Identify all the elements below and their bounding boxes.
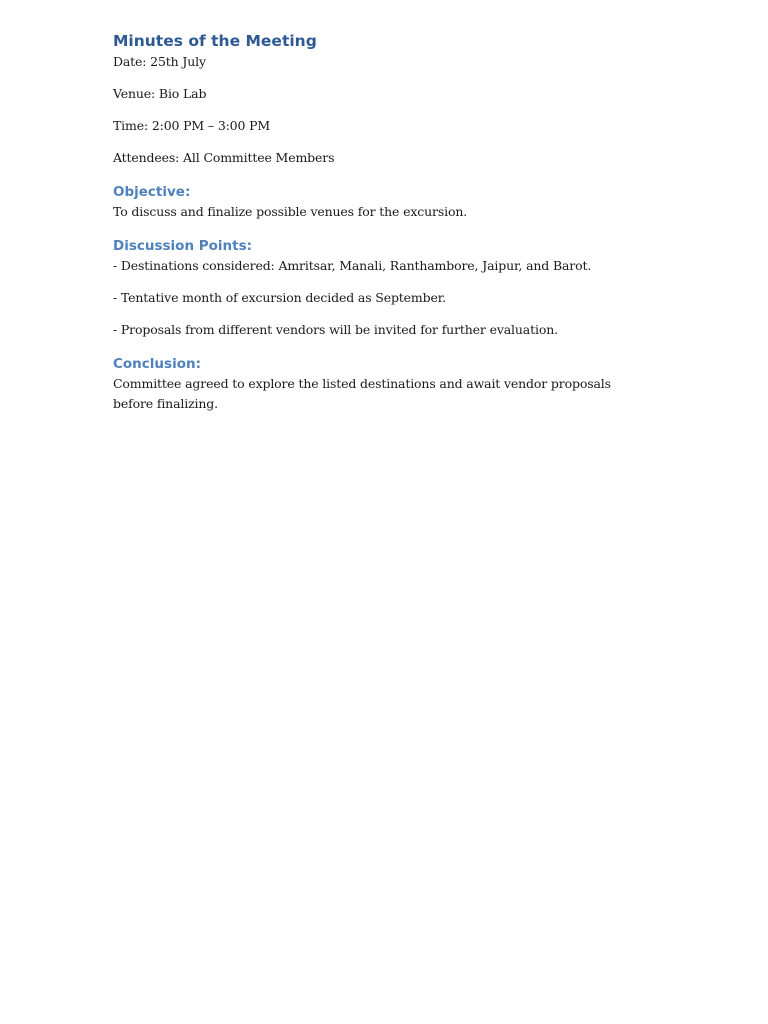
conclusion-heading: Conclusion: — [113, 356, 201, 372]
objective-text: To discuss and finalize possible venues for the excursion. — [113, 204, 468, 219]
meeting-attendees: Attendees: All Committee Members — [113, 150, 335, 165]
meeting-date: Date: 25th July — [113, 54, 206, 69]
discussion-point: - Destinations considered: Amritsar, Manali, Ranthambore, Jaipur, and Barot. — [113, 258, 592, 273]
conclusion-text: Committee agreed to explore the listed destinations and await vendor proposals before finalizing. — [113, 376, 611, 411]
document-page — [113, 30, 653, 414]
discussion-point: - Tentative month of excursion decided as September. — [113, 290, 447, 305]
meeting-venue: Venue: Bio Lab — [113, 86, 207, 101]
document-title: Minutes of the Meeting — [113, 32, 317, 50]
meeting-time: Time: 2:00 PM – 3:00 PM — [113, 118, 271, 133]
objective-heading: Objective: — [113, 184, 191, 200]
discussion-heading: Discussion Points: — [113, 238, 253, 254]
discussion-point: - Proposals from different vendors will be invited for further evaluation. — [113, 322, 558, 337]
